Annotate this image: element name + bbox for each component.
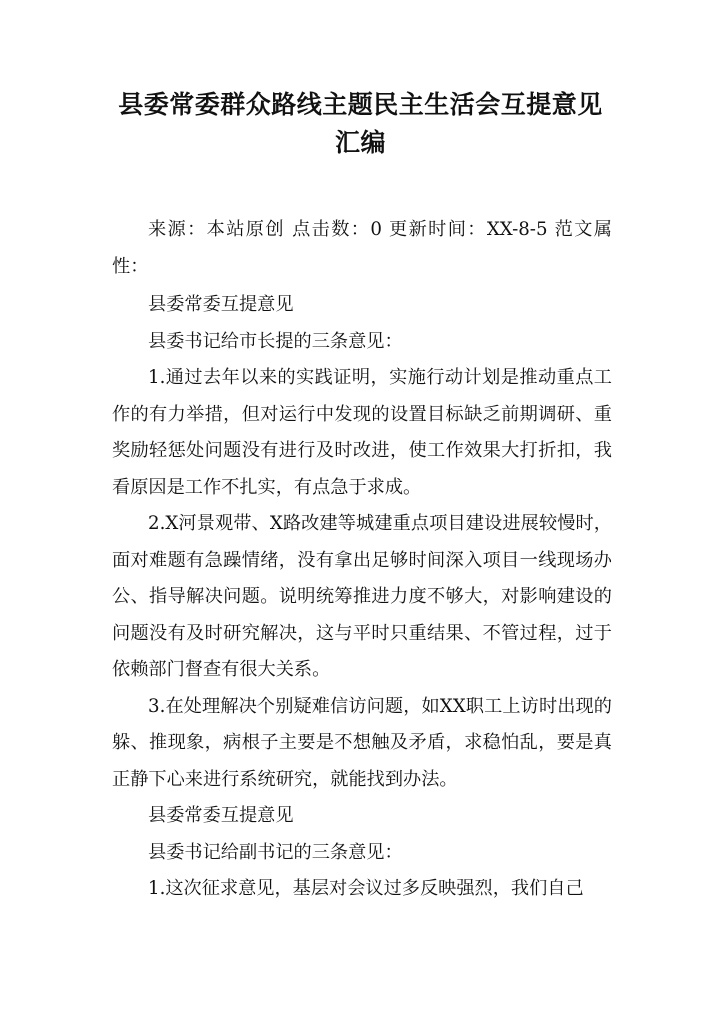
paragraph-intro: 县委书记给市长提的三条意见：: [148, 330, 403, 352]
section-heading: 县委常委互提意见: [148, 805, 294, 826]
section-heading: 县委常委互提意见: [148, 294, 294, 315]
opinion-item-1: 1.这次征求意见，基层对会议过多反映强烈，我们自己: [148, 878, 584, 899]
document-body: [112, 212, 612, 908]
paragraph-intro: 县委书记给副书记的三条意见：: [148, 841, 403, 863]
opinion-item-3: 3.在处理解决个别疑难信访问题，如XX职工上访时出现的躲、推现象，病根子主要是不想触及矛盾，求稳怕乱，要是真正静下心来进行系统研究，就能找到办法。: [112, 695, 612, 790]
opinion-item-1: 1.通过去年以来的实践证明，实施行动计划是推动重点工作的有力举措，但对运行中发现的设置目标缺乏前期调研、重奖励轻惩处问题没有进行及时改进，使工作效果大打折扣，我看原因是工作不扎实，有点急于求成。: [112, 367, 612, 498]
source-line: 来源：本站原创 点击数：0 更新时间：XX-8-5 范文属性：: [112, 219, 612, 277]
document-title: 县委常委群众路线主题民主生活会互提意见汇编: [118, 90, 603, 157]
opinion-item-2: 2.X河景观带、X路改建等城建重点项目建设进展较慢时，面对难题有急躁情绪，没有拿出足够时间深入项目一线现场办公、指导解决问题。说明统筹推进力度不够大，对影响建设的问题没有及时研究解决，这与平时只重结果、不管过程，过于依赖部门督查有很大关系。: [112, 513, 612, 680]
